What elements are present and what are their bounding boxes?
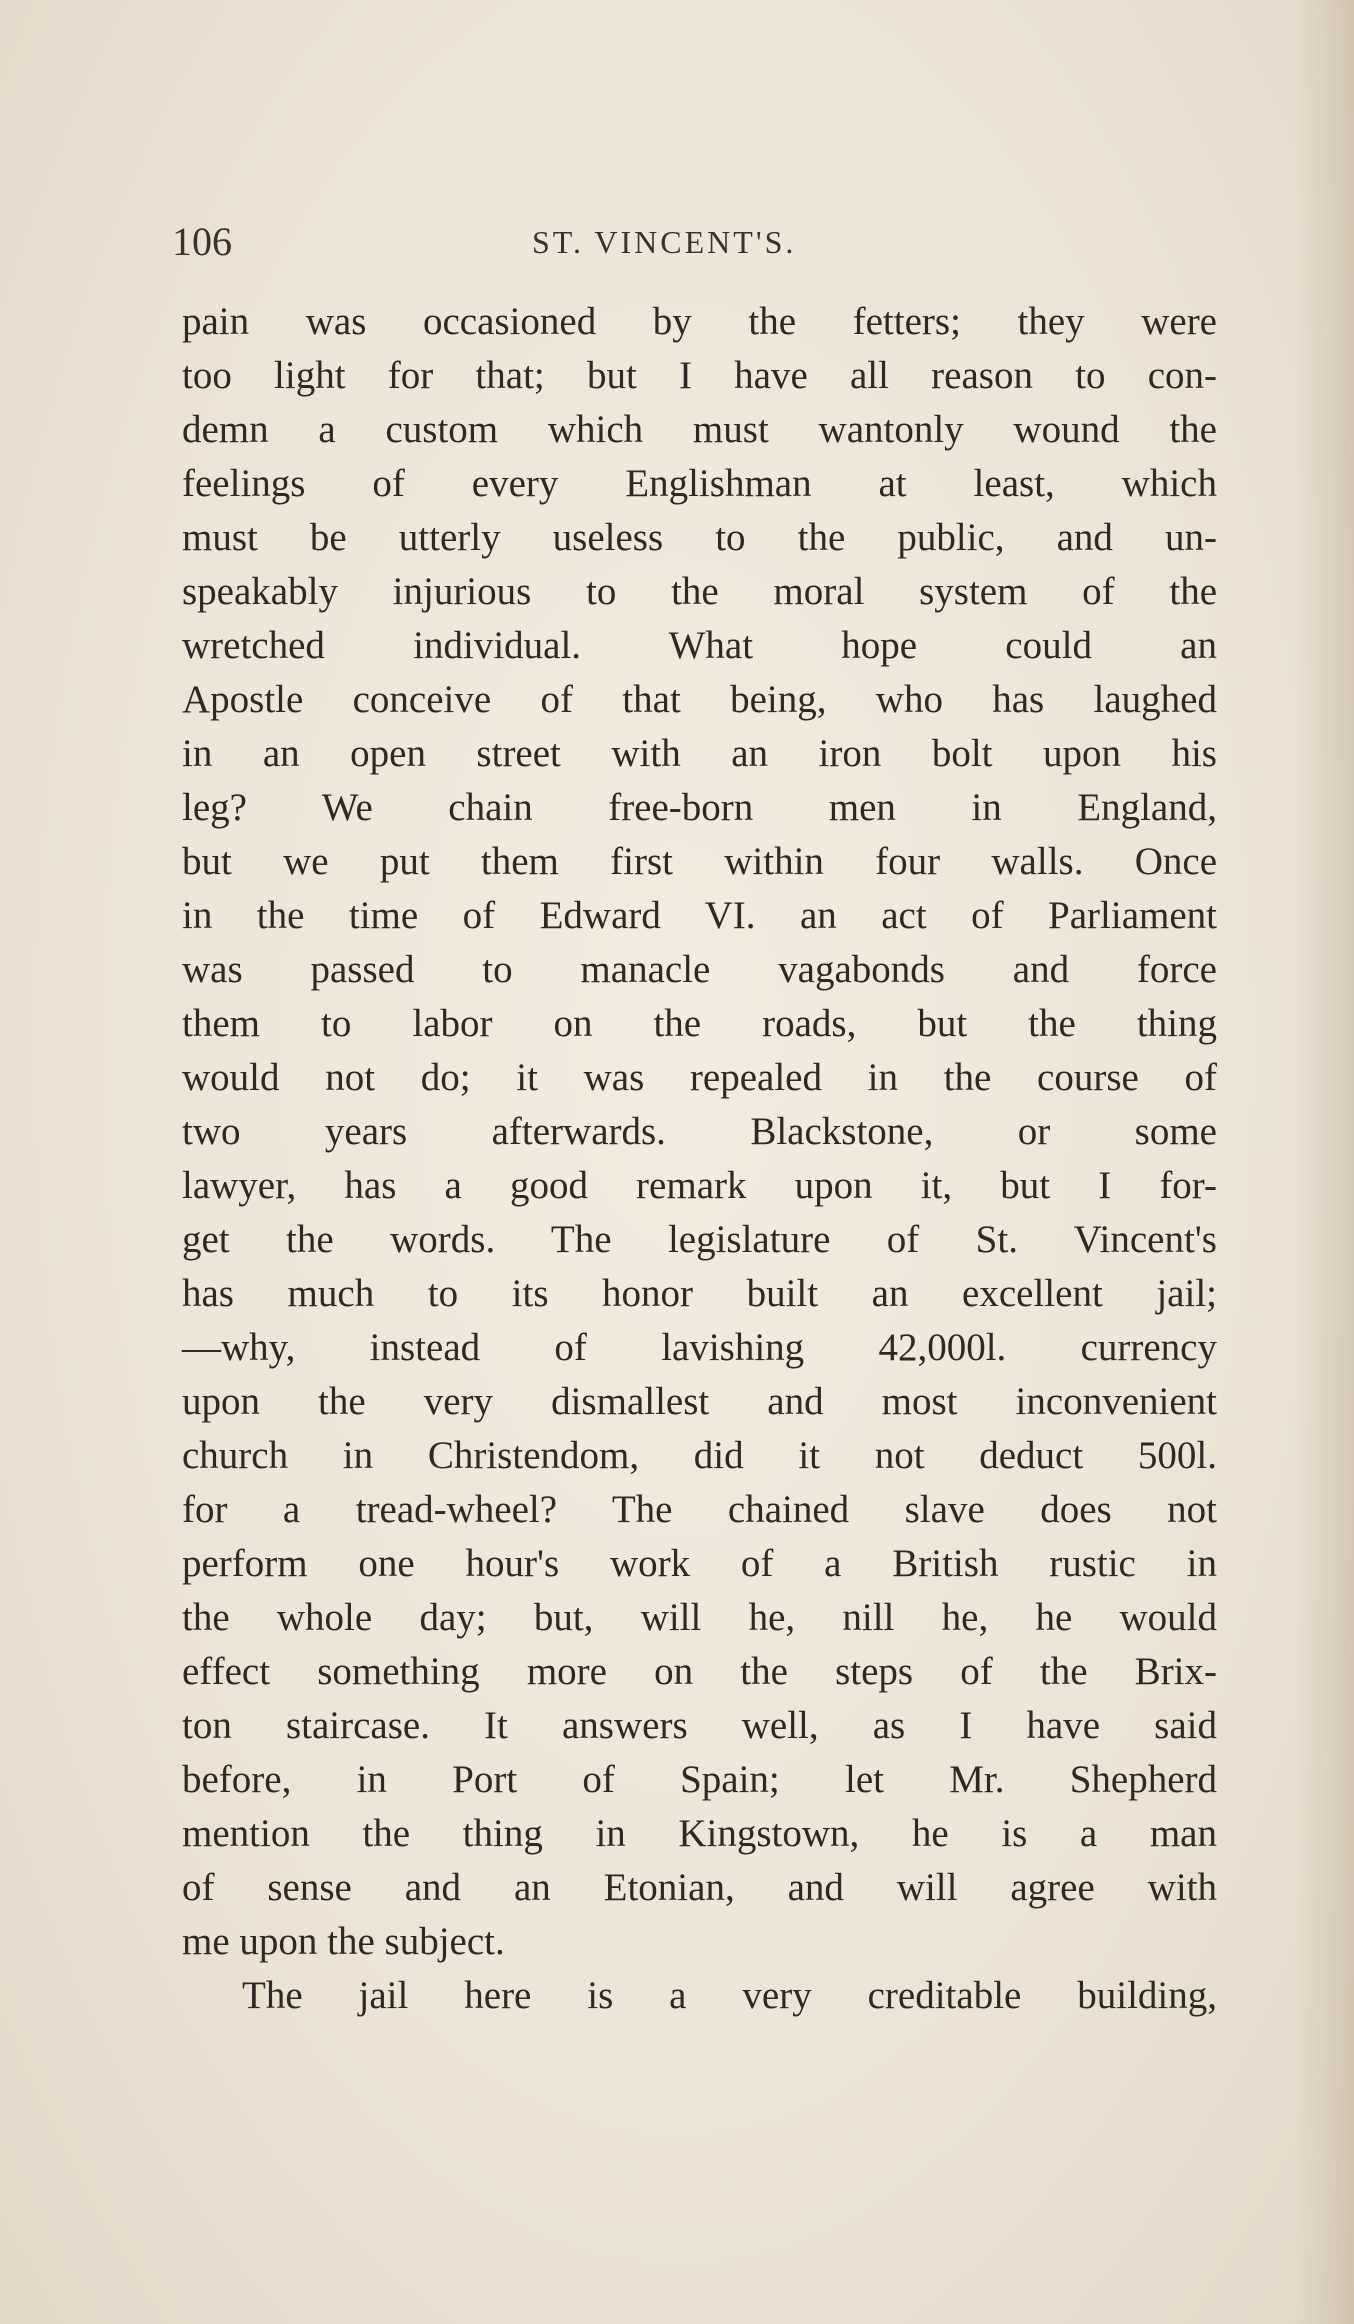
text-line: but we put them first within four walls. Once [182, 840, 1217, 883]
page-header [172, 218, 1222, 268]
text-line: lawyer, has a good remark upon it, but I for- [182, 1164, 1217, 1207]
text-line: two years afterwards. Blackstone, or some [182, 1110, 1217, 1153]
text-line: in an open street with an iron bolt upon his [182, 732, 1217, 775]
text-line: them to labor on the roads, but the thing [182, 1002, 1217, 1045]
text-line: effect something more on the steps of the Brix- [182, 1650, 1217, 1693]
paragraph-end-line: me upon the subject. [182, 1920, 505, 1963]
text-line: Apostle conceive of that being, who has laughed [182, 678, 1217, 721]
text-line: for a tread-wheel? The chained slave does not [182, 1488, 1217, 1531]
text-line: speakably injurious to the moral system of the [182, 570, 1217, 613]
text-line: wretched individual. What hope could an [182, 624, 1217, 667]
text-line: leg? We chain free-born men in England, [182, 786, 1217, 829]
text-line: mention the thing in Kingstown, he is a man [182, 1812, 1217, 1855]
text-line: upon the very dismallest and most inconvenient [182, 1380, 1217, 1423]
text-line: get the words. The legislature of St. Vincent's [182, 1218, 1217, 1261]
body-text [182, 295, 1217, 2023]
text-line: church in Christendom, did it not deduct 500l. [182, 1434, 1217, 1477]
page-edge-shadow [1294, 0, 1354, 2324]
paragraph-start-line: The jail here is a very creditable building, [242, 1974, 1217, 2017]
running-head: ST. VINCENT'S. [532, 224, 797, 260]
text-line: has much to its honor built an excellent jail; [182, 1272, 1217, 1315]
text-line: of sense and an Etonian, and will agree with [182, 1866, 1217, 1909]
page-number: 106 [172, 219, 232, 264]
text-line: too light for that; but I have all reason to con- [182, 354, 1217, 397]
text-line: demn a custom which must wantonly wound the [182, 408, 1217, 451]
text-line: was passed to manacle vagabonds and force [182, 948, 1217, 991]
text-line: must be utterly useless to the public, and un- [182, 516, 1217, 559]
text-line: the whole day; but, will he, nill he, he would [182, 1596, 1217, 1639]
text-line: before, in Port of Spain; let Mr. Shepherd [182, 1758, 1217, 1801]
text-line: —why, instead of lavishing 42,000l. currency [182, 1326, 1217, 1369]
text-line: perform one hour's work of a British rustic in [182, 1542, 1217, 1585]
text-line: ton staircase. It answers well, as I have said [182, 1704, 1217, 1747]
text-line: would not do; it was repealed in the course of [182, 1056, 1217, 1099]
text-line: pain was occasioned by the fetters; they were [182, 300, 1217, 343]
text-line: feelings of every Englishman at least, which [182, 462, 1217, 505]
text-line: in the time of Edward VI. an act of Parliament [182, 894, 1217, 937]
